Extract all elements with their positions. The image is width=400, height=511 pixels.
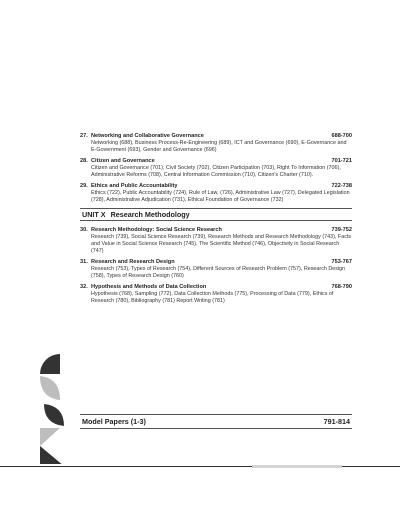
chapter-number: 28. <box>80 158 88 164</box>
chapter-number: 32. <box>80 284 88 290</box>
chapter-topics: Research (739), Social Science Research (739), Research Methods and Research Methodology (743), Facts and Value in Social Science Research (745), The Scientific Method (746), Objectivity in Social Research (747) <box>91 234 352 254</box>
chapter-title: Networking and Collaborative Governance <box>91 133 204 139</box>
bottom-gray-band <box>252 465 342 468</box>
chapter-title: Ethics and Public Accountability <box>91 183 178 189</box>
chapter-pages: 688-700 <box>331 133 352 139</box>
chapter-pages: 722-738 <box>331 183 352 189</box>
deco-triangle-dark <box>40 446 64 464</box>
toc-entry-31[interactable] <box>80 259 352 280</box>
unit-label: UNIT X <box>82 210 106 219</box>
toc-entry-28[interactable] <box>80 158 352 179</box>
chapter-title: Citizen and Governance <box>91 158 155 164</box>
chapter-topics: Research (753), Types of Research (754), Different Sources of Research Problem (757), Research Design (758), Types of Research Design (760) <box>91 266 346 279</box>
toc-entry-27[interactable] <box>80 133 352 154</box>
model-papers-pages: 791-814 <box>323 417 350 426</box>
chapter-pages: 753-767 <box>331 259 352 265</box>
deco-leaf-dark <box>44 404 64 426</box>
chapter-title: Research Methodology: Social Science Research <box>91 227 222 233</box>
deco-quarter-circle <box>40 354 60 374</box>
chapter-pages: 701-721 <box>331 158 352 164</box>
toc-entry-30[interactable] <box>80 227 352 255</box>
toc-entry-29[interactable] <box>80 183 352 204</box>
unit-header <box>80 208 352 221</box>
chapter-topics: Hypothesis (768), Sampling (772), Data Collection Methods (775), Processing of Data (779), Ethics of Research (780), Bibliography (781) Report Writing (781) <box>91 291 334 304</box>
chapter-pages: 739-752 <box>331 227 352 233</box>
chapter-number: 29. <box>80 183 88 189</box>
chapter-number: 27. <box>80 133 88 139</box>
chapter-title: Hypothesis and Methods of Data Collection <box>91 284 207 290</box>
toc-entry-32[interactable] <box>80 284 352 305</box>
chapter-topics: Ethics (722), Public Accountability (724), Rule of Law, (726), Administrative Law (727), Delegated Legislation (728), Administrative Adjudication (731), Ethical Foundation of Governance (732) <box>91 190 350 203</box>
decorative-leaf-graphic <box>36 354 76 464</box>
chapter-pages: 768-790 <box>331 284 352 290</box>
model-papers-title: Model Papers (1-3) <box>82 417 146 426</box>
chapter-title: Research and Research Design <box>91 259 175 265</box>
deco-triangle-gray <box>40 428 60 446</box>
chapter-topics: Networking (688), Business Process-Re-Engineering (689), ICT and Governance (690), E-Governance and E-Government (693), Gender and Governance (696) <box>91 140 347 153</box>
chapter-topics: Citizen and Governance (701), Civil Society (702), Citizen Participation (703), Right To Information (706), Administrative Reforms (708), Central Information Commission (710), Citizen's Charter (710). <box>91 165 341 178</box>
deco-leaf-gray <box>40 376 60 400</box>
chapter-number: 31. <box>80 259 88 265</box>
unit-title: Research Methodology <box>110 210 190 219</box>
toc-content <box>80 133 352 309</box>
chapter-number: 30. <box>80 227 88 233</box>
model-papers-entry[interactable] <box>80 414 352 429</box>
